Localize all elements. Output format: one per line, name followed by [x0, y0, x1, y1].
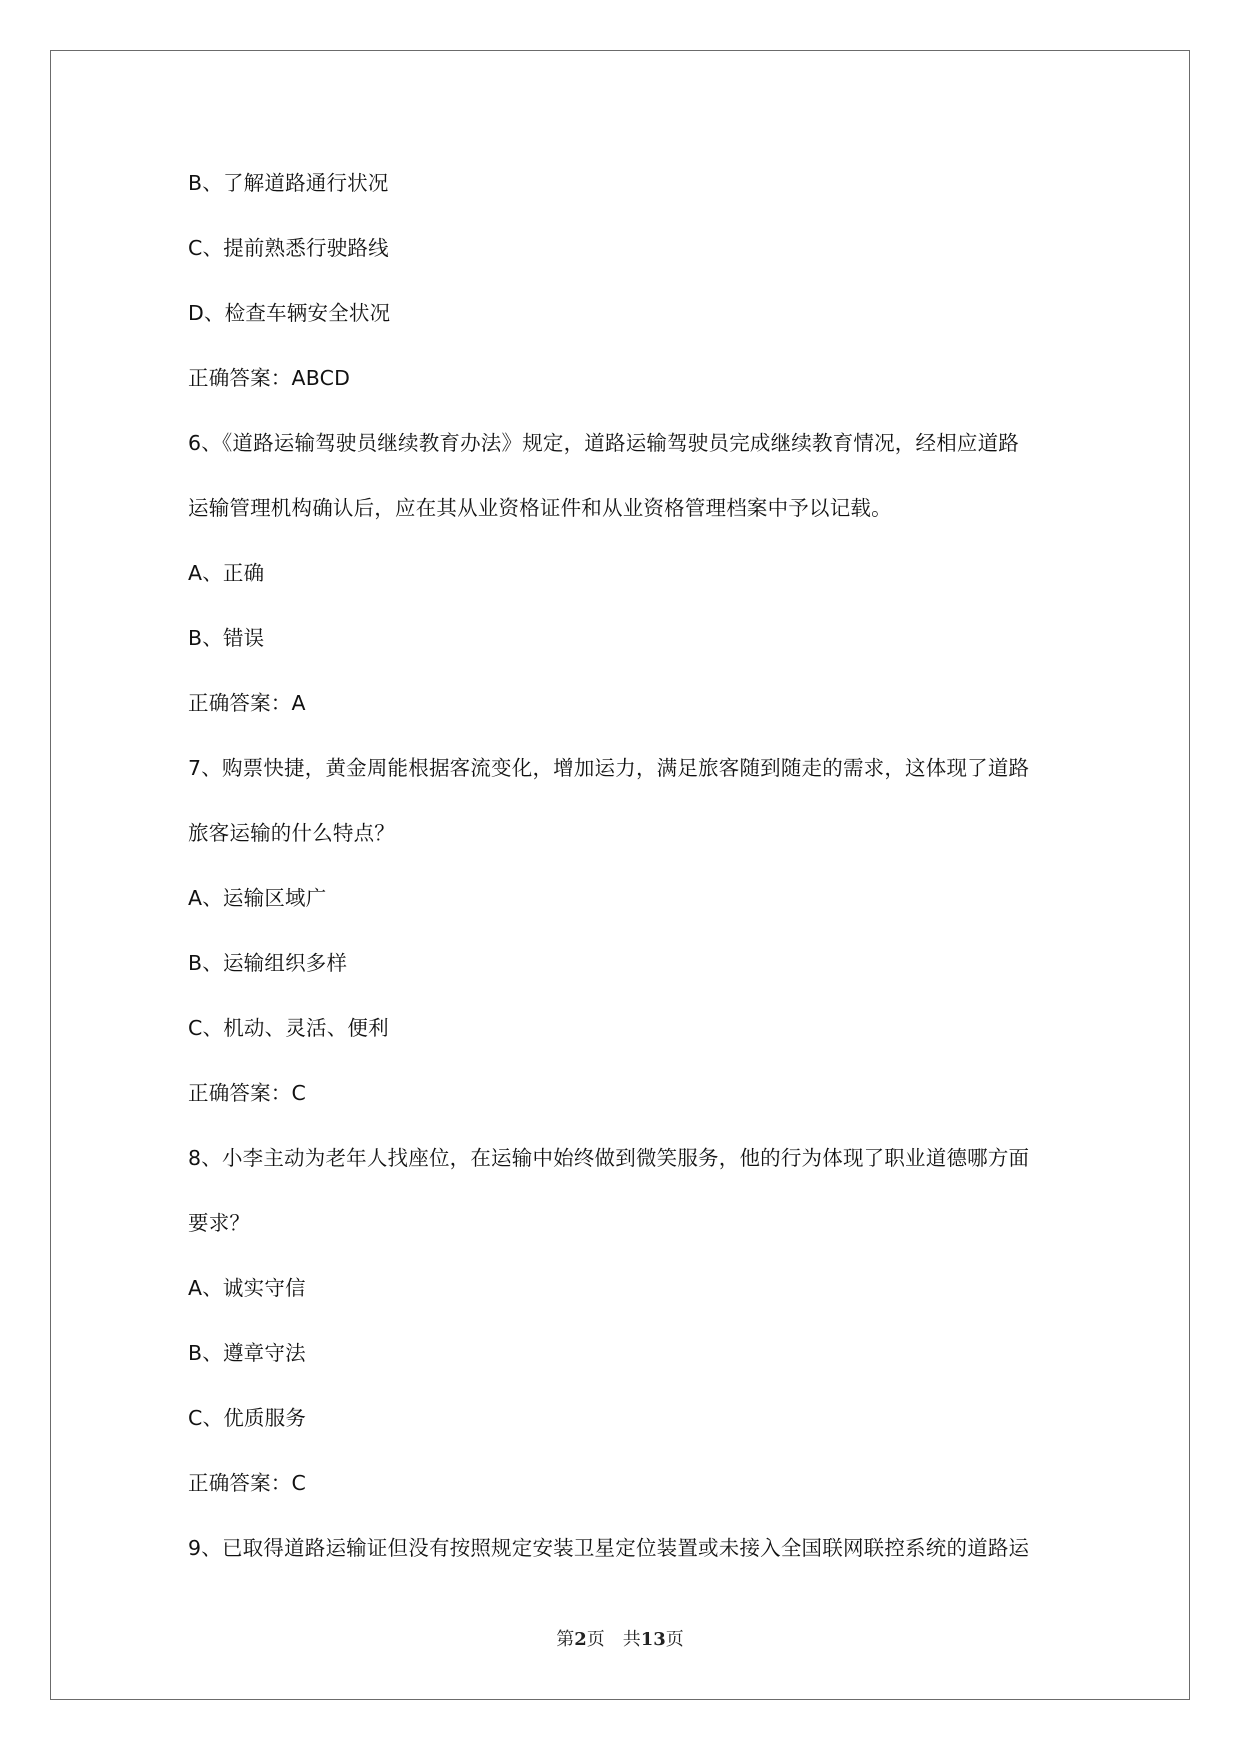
option-line: B、错误 [188, 626, 265, 650]
footer-total-unit: 页 [665, 1629, 684, 1650]
page-footer [0, 1625, 1240, 1655]
total-pages: 13 [640, 1629, 666, 1650]
page-number: 2 [574, 1629, 587, 1650]
option-line: D、检查车辆安全状况 [188, 301, 391, 325]
option-line: C、提前熟悉行驶路线 [188, 236, 389, 260]
option-line: A、正确 [188, 561, 265, 585]
option-line: C、机动、灵活、便利 [188, 1016, 389, 1040]
answer-line: 正确答案：ABCD [188, 366, 351, 390]
footer-total-prefix: 共 [622, 1629, 641, 1650]
question-line: 7、购票快捷，黄金周能根据客流变化，增加运力，满足旅客随到随走的需求，这体现了道路 [188, 756, 1030, 780]
footer-page-unit: 页 [586, 1629, 605, 1650]
footer-prefix: 第 [556, 1629, 575, 1650]
option-line: B、遵章守法 [188, 1341, 306, 1365]
question-line: 要求？ [188, 1211, 251, 1235]
question-line: 6、《道路运输驾驶员继续教育办法》规定，道路运输驾驶员完成继续教育情况，经相应道路 [188, 431, 1019, 455]
option-line: A、运输区域广 [188, 886, 327, 910]
option-line: B、运输组织多样 [188, 951, 348, 975]
question-line: 9、已取得道路运输证但没有按照规定安装卫星定位装置或未接入全国联网联控系统的道路运 [188, 1536, 1030, 1560]
question-line: 旅客运输的什么特点？ [188, 821, 395, 845]
question-line: 8、小李主动为老年人找座位，在运输中始终做到微笑服务，他的行为体现了职业道德哪方面 [188, 1146, 1030, 1170]
option-line: B、了解道路通行状况 [188, 171, 389, 195]
document-body [188, 160, 1068, 1590]
answer-line: 正确答案：C [188, 1081, 307, 1105]
option-line: A、诚实守信 [188, 1276, 306, 1300]
answer-line: 正确答案：C [188, 1471, 307, 1495]
option-line: C、优质服务 [188, 1406, 307, 1430]
question-line: 运输管理机构确认后，应在其从业资格证件和从业资格管理档案中予以记载。 [188, 496, 892, 520]
answer-line: 正确答案：A [188, 691, 306, 715]
